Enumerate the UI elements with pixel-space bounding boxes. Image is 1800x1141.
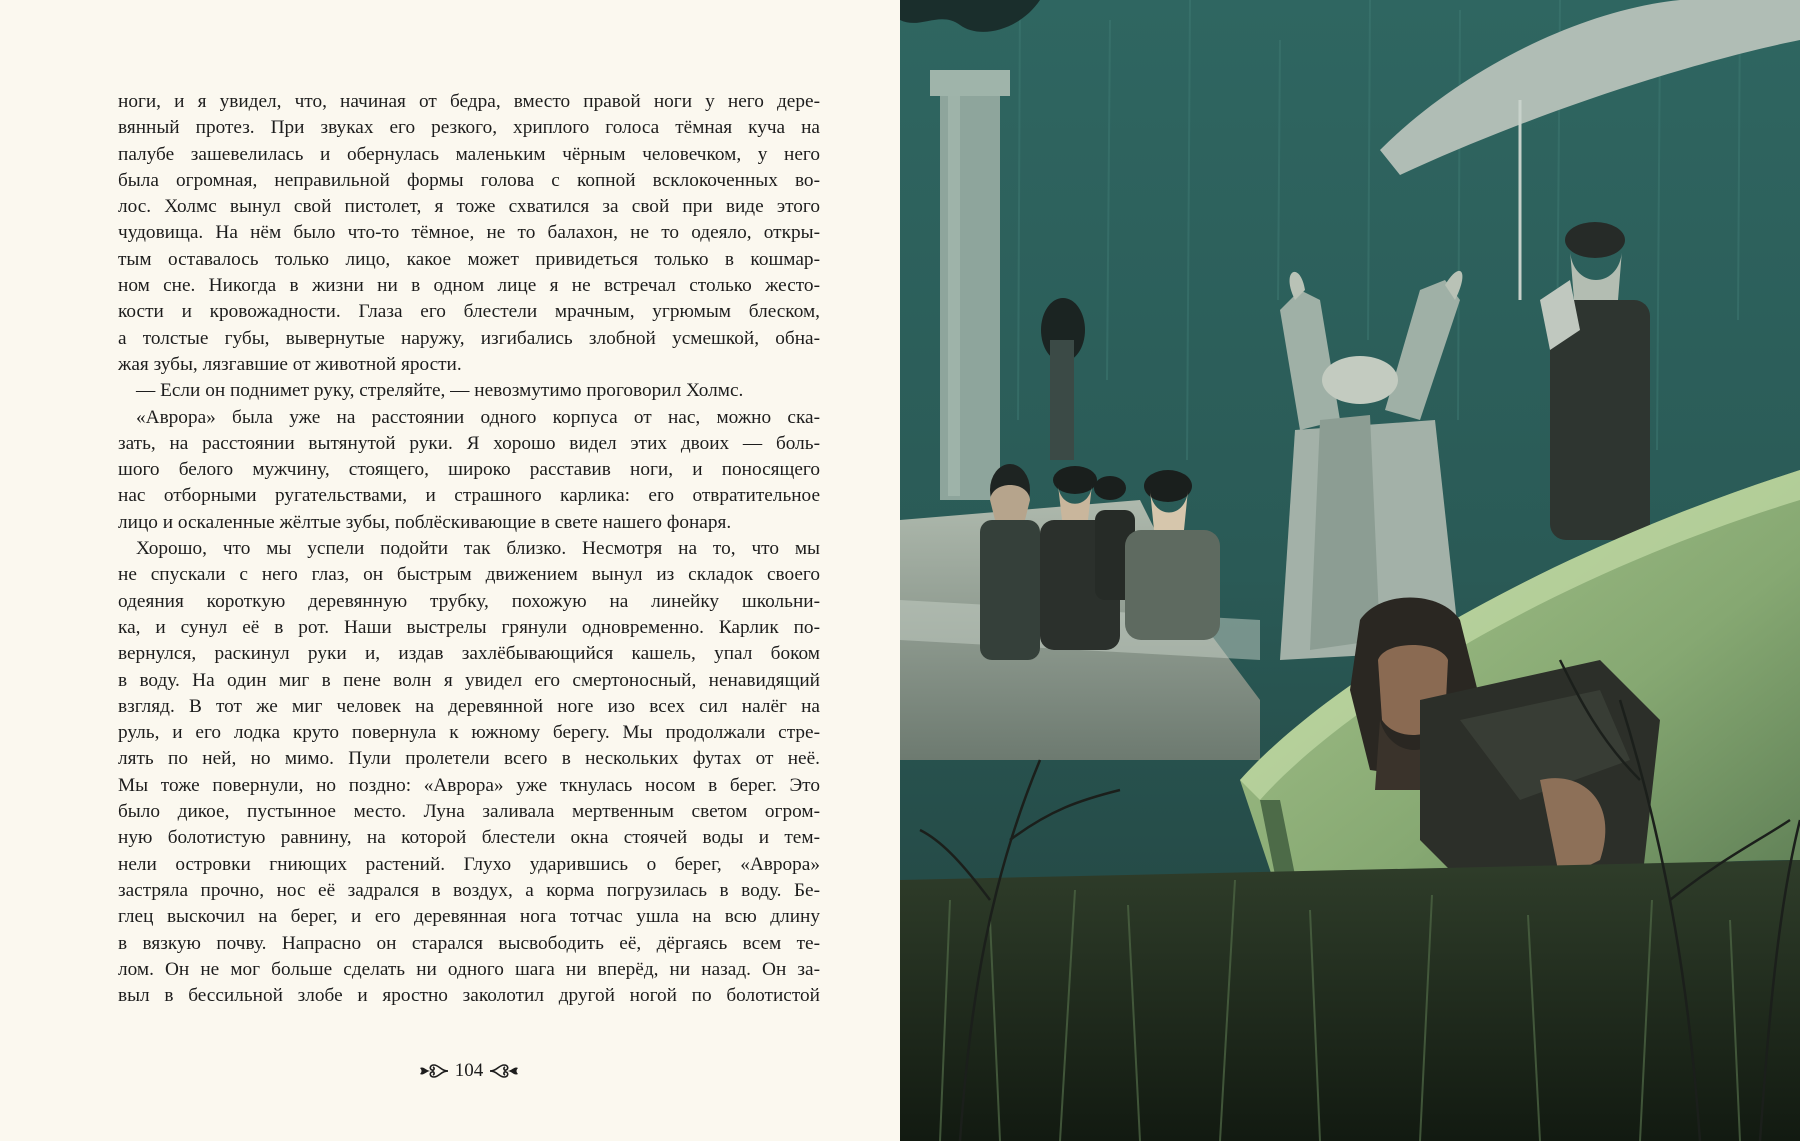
body-text [118,89,820,1009]
text-line: нас отборными ругательствами, и страшного карлика: его отвратительное [118,485,820,507]
text-line: жая зубы, лязгавшие от животной ярости. [118,353,462,375]
policemen-group [980,464,1220,660]
text-line: шого белого мужчину, стоящего, широко расставив ноги, и поносящего [118,459,820,481]
text-line: кости и кровожадности. Глаза его блестели мрачным, угрюмым блеском, [118,301,820,323]
text-line: зать, на расстоянии вытянутой руки. Я хорошо видел этих двоих — боль- [118,432,820,454]
text-line: нели островки гниющих растений. Глухо ударившись о берег, «Аврора» [118,853,820,875]
text-line: ка, и сунул её в рот. Наши выстрелы грянули одновременно. Карлик по- [118,616,820,638]
text-line: палубе зашевелилась и обернулась маленьким чёрным человечком, у него [118,143,820,165]
right-page [900,0,1800,1141]
text-line: руль, и его лодка круто повернула к южному берегу. Мы продолжали стре- [118,722,820,744]
text-line: была огромная, неправильной формы голова с копной всклокоченных во- [118,169,820,191]
ornament-flourish-icon [489,1061,519,1081]
marsh-grass [900,860,1800,1141]
text-line: вернулся, раскинул руки и, издав захлёбывающийся кашель, упал боком [118,643,820,665]
illustration-boat-chase [900,0,1800,1141]
page-footer [418,1058,520,1084]
text-line: одеяния короткую деревянную трубку, похожую на линейку школьни- [118,590,820,612]
text-line: тым оставалось только лицо, какое может привидеться только в кошмар- [118,248,820,270]
text-line: «Аврора» была уже на расстоянии одного корпуса от нас, можно ска- [136,406,820,428]
text-line: не спускали с него глаз, он быстрым движением вынул из складок своего [118,564,820,586]
text-line: застряла прочно, нос её задрался в воздух, а корма погрузилась в воду. Бе- [118,879,820,901]
text-line: чудовища. На нём было что-то тёмное, не то балахон, не то одеяло, откры- [118,222,820,244]
text-line: вянный протез. При звуках его резкого, хриплого голоса тёмная куча на [118,117,820,139]
text-line: Мы тоже повернули, но поздно: «Аврора» уже ткнулась носом в берег. Это [118,774,820,796]
text-line: в вязкую почву. Напрасно он старался высвободить её, дёргаясь всем те- [118,932,820,954]
text-line: лять по ней, но мимо. Пули пролетели всего в нескольких футах от неё. [118,748,820,770]
text-line: ном сне. Никогда в жизни ни в одном лице я не встречал столько жесто- [118,275,820,297]
text-line: лом. Он не мог больше сделать ни одного шага ни вперёд, ни назад. Он за- [118,958,820,980]
ship-column [930,70,1010,500]
text-line: Хорошо, что мы успели подойти так близко. Несмотря на то, что мы [136,538,820,560]
text-line: в воду. На один миг в пене волн я увидел его смертоносный, ненавидящий [118,669,820,691]
text-line: лицо и оскаленные жёлтые зубы, поблёскивающие в свете нашего фонаря. [118,511,732,533]
text-line: было дикое, пустынное место. Луна заливала мертвенным светом огром- [118,801,820,823]
text-line: глец выскочил на берег, и его деревянная нога тотчас ушла на всю длину [118,906,820,928]
text-line: ную болотистую равнину, на которой блестели окна стоячей воды и тем- [118,827,820,849]
text-line: а толстые губы, вывернутые наружу, изгибались злобной усмешкой, обна- [118,327,820,349]
page-number: 104 [454,1060,484,1081]
ornament-flourish-icon [419,1061,449,1081]
text-line: ноги, и я увидел, что, начиная от бедра, вместо правой ноги у него дере- [118,91,820,112]
text-line: выл в бессильной злобе и яростно заколотил другой ногой по болотистой [118,985,820,1007]
text-line: — Если он поднимет руку, стреляйте, — невозмутимо проговорил Холмс. [136,380,744,402]
text-line: лос. Холмс вынул свой пистолет, я тоже схватился за свой при виде этого [118,196,820,218]
text-line: взгляд. В тот же миг человек на деревянной ноге изо всех сил налёг на [118,695,820,717]
